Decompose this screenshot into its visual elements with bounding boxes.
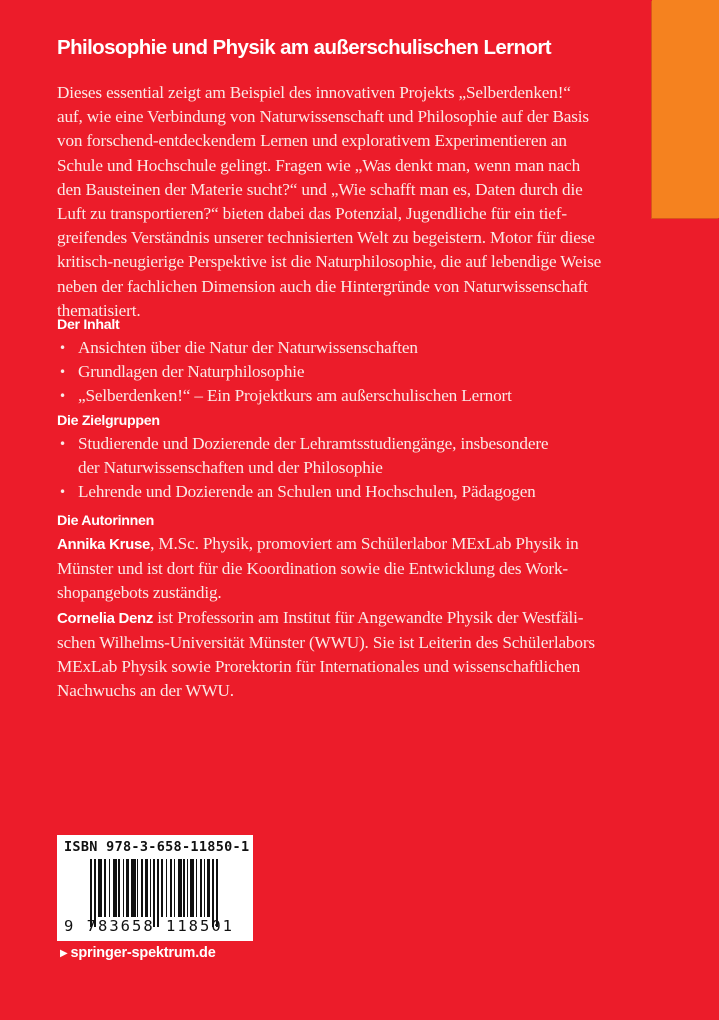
list-item: • „Selberdenken!“ – Ein Projektkurs am außerschulischen Lernort bbox=[57, 384, 657, 408]
list-item: • Grundlagen der Naturphilosophie bbox=[57, 360, 657, 384]
author-bio-denz: Cornelia Denz ist Professorin am Institut für Angewandte Physik der Westfäli- schen Wilhelms-Universität Münster (WWU). Sie ist Leiterin des Schülerlabors MExLab Physik sowie Prorektorin für Internationales und wissenschaftlichen Nachwuchs an der WWU. bbox=[57, 607, 595, 701]
triangle-right-icon: ▶ bbox=[60, 948, 68, 959]
intro-paragraph bbox=[57, 81, 647, 323]
accent-bar bbox=[652, 0, 719, 218]
author-name: Annika Kruse bbox=[57, 536, 151, 553]
intro-line: auf, wie eine Verbindung von Naturwissenschaft und Philosophie auf der Basis bbox=[57, 107, 589, 127]
barcode-bars bbox=[90, 859, 245, 924]
section-zielgruppen bbox=[57, 410, 657, 505]
bullet-icon: • bbox=[59, 341, 66, 355]
intro-line: kritisch-neugierige Perspektive ist die Naturphilosophie, die auf lebendige Weise bbox=[57, 252, 602, 272]
intro-line: Dieses essential zeigt am Beispiel des innovativen Projekts „Selberdenken!“ bbox=[57, 83, 571, 102]
intro-line: Schule und Hochschule gelingt. Fragen wie „Was denkt man, wenn man nach bbox=[57, 155, 581, 175]
section-autorinnen bbox=[57, 510, 657, 703]
isbn-label: ISBN 978-3-658-11850-1 bbox=[64, 839, 250, 855]
author-bio-kruse: Annika Kruse, M.Sc. Physik, promoviert am Schülerlabor MExLab Physik in Münster und ist dort für die Koordination sowie die Entwicklung des Work- shopangebots zuständig. bbox=[57, 534, 579, 603]
section-heading-autorinnen: Die Autorinnen bbox=[57, 513, 154, 529]
bullet-icon: • bbox=[59, 485, 66, 500]
intro-line: neben der fachlichen Dimension auch die Hintergründe von Naturwissenschaft bbox=[57, 276, 588, 296]
section-heading-zielgruppen: Die Zielgruppen bbox=[57, 413, 160, 429]
intro-line: thematisiert. bbox=[57, 300, 141, 320]
intro-line: den Bausteinen der Materie sucht?“ und „Wie schafft man es, Daten durch die bbox=[57, 179, 583, 199]
list-item: • Studierende und Dozierende der Lehramtsstudiengänge, insbesondere der Naturwissenschaften und der Philosophie bbox=[59, 434, 549, 478]
publisher-link[interactable] bbox=[60, 945, 216, 961]
bullet-icon: • bbox=[59, 437, 66, 451]
inhalt-list bbox=[57, 336, 657, 409]
isbn-barcode bbox=[57, 835, 253, 941]
zielgruppen-list bbox=[57, 432, 657, 505]
publisher-url: springer-spektrum.de bbox=[70, 945, 216, 961]
intro-line: von forschend-entdeckendem Lernen und explorativem Experimentieren an bbox=[57, 131, 567, 151]
bullet-icon: • bbox=[59, 389, 66, 404]
section-heading-inhalt: Der Inhalt bbox=[57, 317, 120, 333]
author-name: Cornelia Denz bbox=[57, 609, 154, 627]
bullet-icon: • bbox=[59, 365, 66, 380]
barcode-digits: 9 783658 118501 bbox=[64, 917, 234, 935]
intro-line: greifendes Verständnis unserer technisierten Welt zu begeistern. Motor für diese bbox=[57, 228, 595, 248]
intro-line: Luft zu transportieren?“ bieten dabei das Potenzial, Jugendliche für ein tief- bbox=[57, 204, 567, 224]
list-item: • Lehrende und Dozierende an Schulen und Hochschulen, Pädagogen bbox=[57, 480, 657, 504]
list-item: • Ansichten über die Natur der Naturwissenschaften bbox=[57, 336, 657, 360]
book-title: Philosophie und Physik am außerschulischen Lernort bbox=[57, 36, 552, 59]
section-inhalt bbox=[57, 314, 657, 409]
